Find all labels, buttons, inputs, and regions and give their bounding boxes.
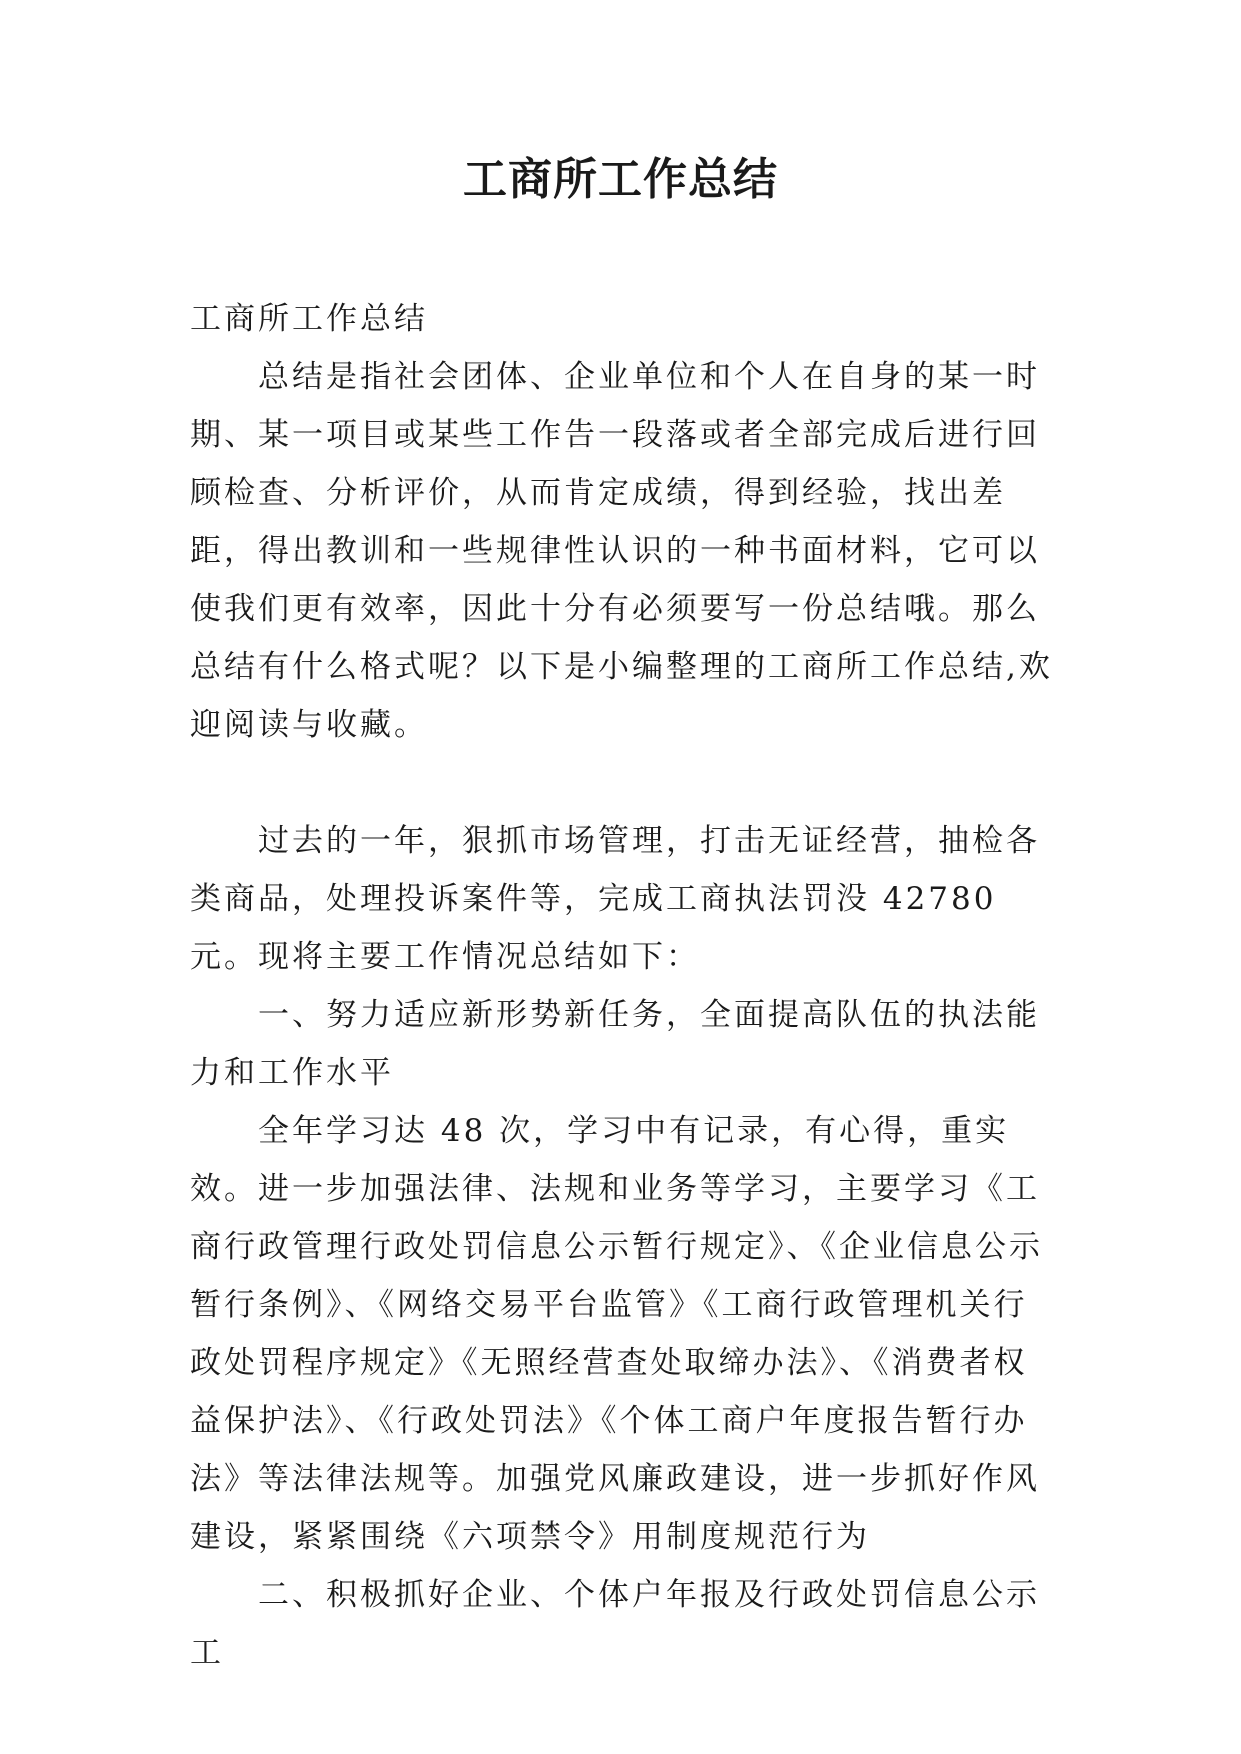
section-1-paragraph: 全年学习达 48 次，学习中有记录，有心得，重实效。进一步加强法律、法规和业务等学习，主要学习《工商行政管理行政处罚信息公示暂行规定》、《企业信息公示暂行条例》、《网络交易平台监管》《工商行政管理机关行政处罚程序规定》《无照经营查处取缔办法》、《消费者权益保护法》、《行政处罚法》《个体工商户年度报告暂行办法》等法律法规等。加强党风廉政建设，进一步抓好作风建设，紧紧围绕《六项禁令》用制度规范行为: [190, 1113, 1043, 1555]
section-heading-2: 二、积极抓好企业、个体户年报及行政处罚信息公示工: [190, 1577, 1040, 1671]
document-title: 工商所工作总结: [463, 154, 778, 205]
overview-paragraph: 过去的一年，狠抓市场管理，打击无证经营，抽检各类商品，处理投诉案件等，完成工商执法罚没 42780 元。现将主要工作情况总结如下：: [190, 823, 1040, 975]
document-body: [190, 290, 1060, 1682]
section-heading-1: 一、努力适应新形势新任务，全面提高队伍的执法能力和工作水平: [190, 997, 1040, 1091]
intro-paragraph: 总结是指社会团体、企业单位和个人在自身的某一时期、某一项目或某些工作告一段落或者全部完成后进行回顾检查、分析评价，从而肯定成绩，得到经验，找出差距，得出教训和一些规律性认识的一种书面材料，它可以使我们更有效率，因此十分有必须要写一份总结哦。那么总结有什么格式呢？以下是小编整理的工商所工作总结,欢迎阅读与收藏。: [190, 359, 1053, 743]
subtitle-paragraph: 工商所工作总结: [190, 301, 428, 337]
